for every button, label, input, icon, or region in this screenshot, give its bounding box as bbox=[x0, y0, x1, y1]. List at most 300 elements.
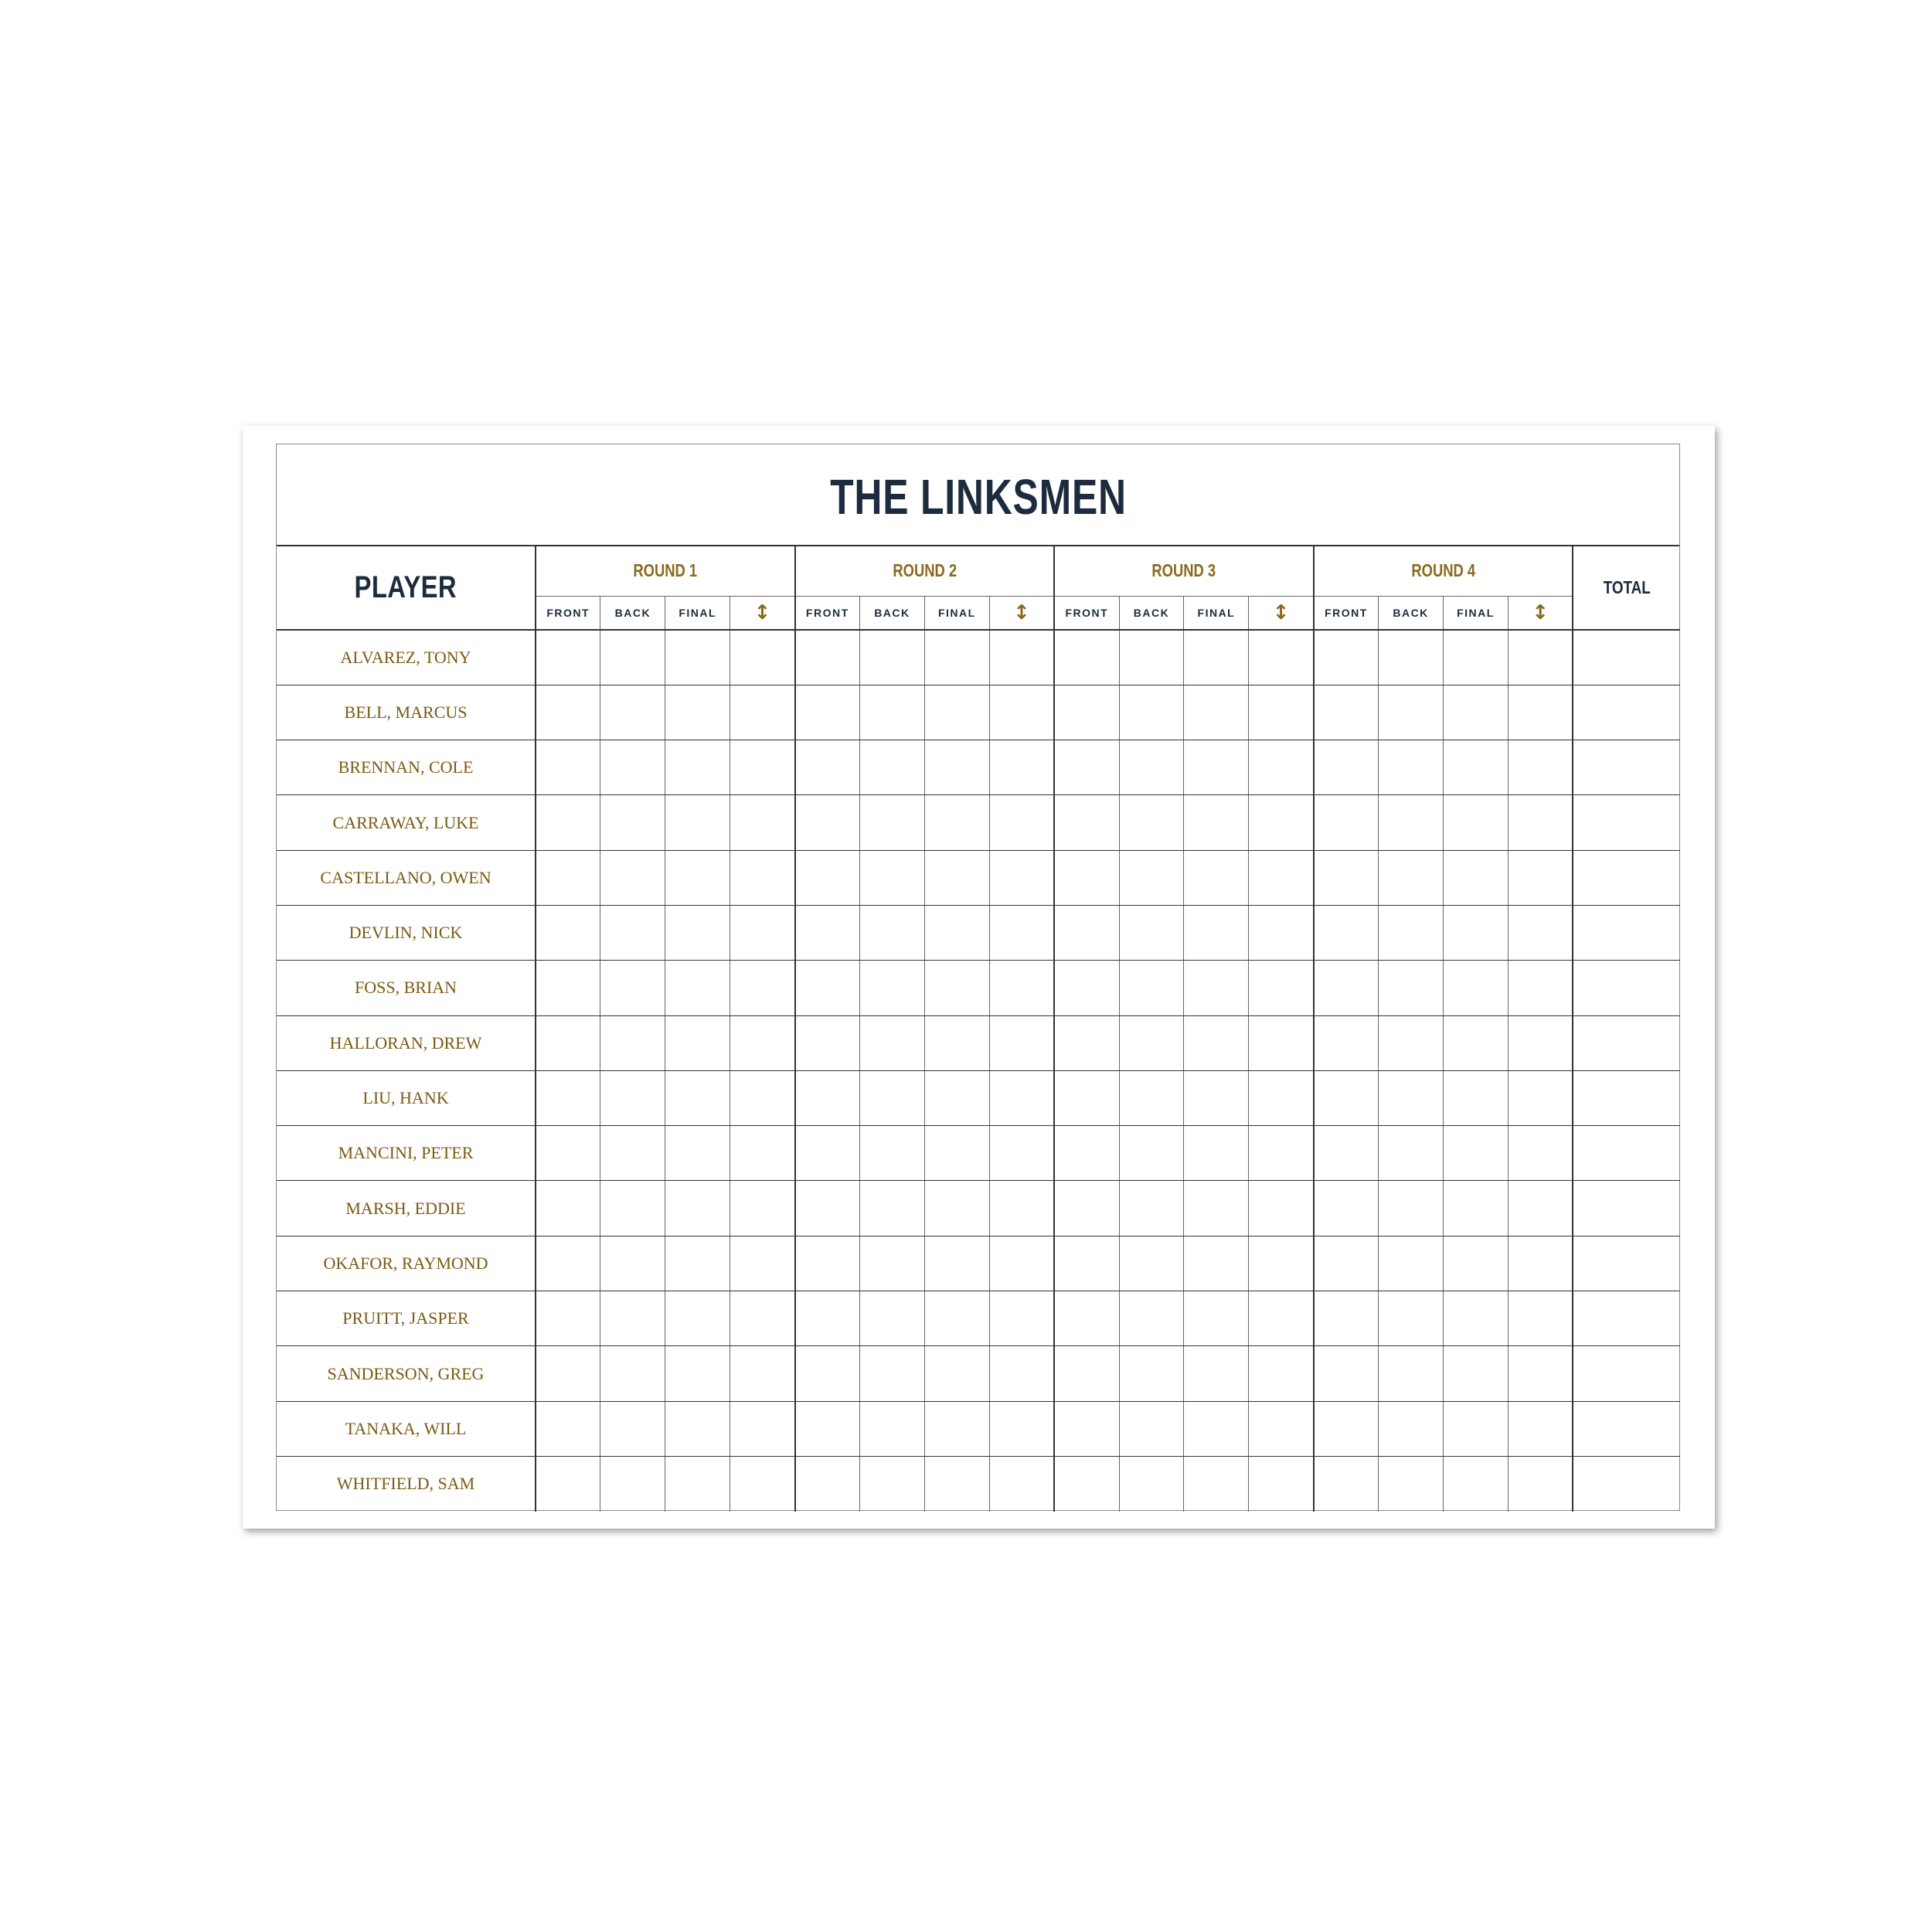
score-cell[interactable] bbox=[1379, 1126, 1444, 1181]
score-cell[interactable] bbox=[665, 1236, 730, 1291]
table-row bbox=[277, 630, 1680, 685]
score-cell[interactable] bbox=[536, 1291, 600, 1346]
score-cell[interactable] bbox=[536, 1236, 600, 1291]
score-cell[interactable] bbox=[730, 961, 795, 1015]
score-cell[interactable] bbox=[924, 1456, 989, 1511]
total-cell[interactable] bbox=[1573, 1181, 1680, 1236]
total-cell[interactable] bbox=[1573, 1015, 1680, 1070]
page-title: THE LINKSMEN bbox=[829, 469, 1127, 525]
score-cell[interactable] bbox=[1444, 1291, 1509, 1346]
score-cell[interactable] bbox=[859, 1236, 924, 1291]
score-cell[interactable] bbox=[795, 1015, 860, 1070]
score-cell[interactable] bbox=[1119, 1015, 1184, 1070]
round-3-front-header: FRONT bbox=[1054, 596, 1119, 630]
score-cell[interactable] bbox=[924, 1181, 989, 1236]
score-cell[interactable] bbox=[1054, 1126, 1119, 1181]
score-cell[interactable] bbox=[1249, 1401, 1314, 1456]
score-cell[interactable] bbox=[859, 630, 924, 685]
score-cell[interactable] bbox=[795, 1181, 860, 1236]
score-cell[interactable] bbox=[1508, 1015, 1573, 1070]
score-cell[interactable] bbox=[600, 1456, 665, 1511]
score-cell[interactable] bbox=[536, 795, 600, 850]
score-cell[interactable] bbox=[1379, 1346, 1444, 1401]
score-cell[interactable] bbox=[1444, 795, 1509, 850]
score-cell[interactable] bbox=[1249, 1126, 1314, 1181]
score-cell[interactable] bbox=[665, 1291, 730, 1346]
round-1-header: ROUND 1 bbox=[536, 546, 795, 596]
score-cell[interactable] bbox=[536, 1346, 600, 1401]
table-row bbox=[277, 1456, 1680, 1511]
score-cell[interactable] bbox=[1508, 795, 1573, 850]
score-cell[interactable] bbox=[1249, 685, 1314, 740]
score-cell[interactable] bbox=[1314, 1126, 1379, 1181]
score-cell[interactable] bbox=[1508, 1456, 1573, 1511]
score-cell[interactable] bbox=[1379, 1070, 1444, 1125]
score-cell[interactable] bbox=[1444, 740, 1509, 795]
score-cell[interactable] bbox=[1184, 961, 1249, 1015]
total-cell[interactable] bbox=[1573, 1346, 1680, 1401]
score-cell[interactable] bbox=[1184, 850, 1249, 905]
score-cell[interactable] bbox=[536, 630, 600, 685]
score-cell[interactable] bbox=[1314, 795, 1379, 850]
score-cell[interactable] bbox=[1249, 850, 1314, 905]
score-cell[interactable] bbox=[730, 1401, 795, 1456]
table-row bbox=[277, 740, 1680, 795]
score-cell[interactable] bbox=[1444, 905, 1509, 960]
score-cell[interactable] bbox=[1184, 795, 1249, 850]
score-cell[interactable] bbox=[665, 685, 730, 740]
score-cell[interactable] bbox=[536, 1181, 600, 1236]
score-cell[interactable] bbox=[1314, 685, 1379, 740]
score-cell[interactable] bbox=[1054, 795, 1119, 850]
score-cell[interactable] bbox=[989, 850, 1054, 905]
score-cell[interactable] bbox=[795, 795, 860, 850]
score-cell[interactable] bbox=[1054, 1401, 1119, 1456]
score-cell[interactable] bbox=[730, 1015, 795, 1070]
score-cell[interactable] bbox=[1249, 740, 1314, 795]
score-cell[interactable] bbox=[1314, 740, 1379, 795]
score-cell[interactable] bbox=[1314, 1346, 1379, 1401]
score-cell[interactable] bbox=[1314, 905, 1379, 960]
score-cell[interactable] bbox=[1054, 1070, 1119, 1125]
score-cell[interactable] bbox=[665, 1401, 730, 1456]
score-cell[interactable] bbox=[1054, 1015, 1119, 1070]
score-cell[interactable] bbox=[1444, 630, 1509, 685]
score-cell[interactable] bbox=[1508, 685, 1573, 740]
score-cell[interactable] bbox=[600, 1070, 665, 1125]
score-cell[interactable] bbox=[1054, 1181, 1119, 1236]
score-cell[interactable] bbox=[665, 905, 730, 960]
score-cell[interactable] bbox=[1508, 1236, 1573, 1291]
score-cell[interactable] bbox=[859, 740, 924, 795]
score-cell[interactable] bbox=[924, 905, 989, 960]
total-cell[interactable] bbox=[1573, 740, 1680, 795]
score-cell[interactable] bbox=[924, 1070, 989, 1125]
score-cell[interactable] bbox=[1249, 1015, 1314, 1070]
score-cell[interactable] bbox=[1054, 1236, 1119, 1291]
score-cell[interactable] bbox=[859, 1346, 924, 1401]
score-cell[interactable] bbox=[1444, 1181, 1509, 1236]
score-cell[interactable] bbox=[665, 1015, 730, 1070]
score-cell[interactable] bbox=[536, 1070, 600, 1125]
player-name: BRENNAN, COLE bbox=[277, 740, 536, 795]
score-cell[interactable] bbox=[989, 1401, 1054, 1456]
score-cell[interactable] bbox=[1314, 1070, 1379, 1125]
total-cell[interactable] bbox=[1573, 1401, 1680, 1456]
score-cell[interactable] bbox=[1379, 685, 1444, 740]
scoreboard bbox=[276, 444, 1680, 1511]
score-cell[interactable] bbox=[859, 1126, 924, 1181]
score-cell[interactable] bbox=[1314, 1401, 1379, 1456]
score-cell[interactable] bbox=[665, 1126, 730, 1181]
score-cell[interactable] bbox=[1184, 1401, 1249, 1456]
score-cell[interactable] bbox=[989, 630, 1054, 685]
score-cell[interactable] bbox=[1379, 1291, 1444, 1346]
score-cell[interactable] bbox=[859, 1456, 924, 1511]
score-cell[interactable] bbox=[1379, 905, 1444, 960]
score-cell[interactable] bbox=[1119, 905, 1184, 960]
score-cell[interactable] bbox=[1508, 1181, 1573, 1236]
score-cell[interactable] bbox=[795, 961, 860, 1015]
score-cell[interactable] bbox=[730, 1070, 795, 1125]
score-cell[interactable] bbox=[859, 961, 924, 1015]
table-row bbox=[277, 961, 1680, 1015]
score-cell[interactable] bbox=[536, 961, 600, 1015]
score-cell[interactable] bbox=[600, 685, 665, 740]
score-cell[interactable] bbox=[989, 1126, 1054, 1181]
player-name: DEVLIN, NICK bbox=[277, 905, 536, 960]
score-cell[interactable] bbox=[989, 1346, 1054, 1401]
total-cell[interactable] bbox=[1573, 1291, 1680, 1346]
score-cell[interactable] bbox=[795, 685, 860, 740]
score-cell[interactable] bbox=[536, 1401, 600, 1456]
score-cell[interactable] bbox=[730, 685, 795, 740]
score-cell[interactable] bbox=[1054, 1346, 1119, 1401]
score-cell[interactable] bbox=[1314, 1015, 1379, 1070]
score-cell[interactable] bbox=[665, 961, 730, 1015]
score-cell[interactable] bbox=[1184, 1126, 1249, 1181]
player-name: SANDERSON, GREG bbox=[277, 1346, 536, 1401]
score-cell[interactable] bbox=[1444, 1126, 1509, 1181]
score-cell[interactable] bbox=[1379, 1401, 1444, 1456]
score-cell[interactable] bbox=[859, 685, 924, 740]
score-cell[interactable] bbox=[1314, 1181, 1379, 1236]
score-cell[interactable] bbox=[536, 1015, 600, 1070]
score-cell[interactable] bbox=[795, 1236, 860, 1291]
up-down-arrow-icon: ↕ bbox=[1249, 596, 1314, 630]
score-cell[interactable] bbox=[1508, 740, 1573, 795]
score-cell[interactable] bbox=[1184, 1015, 1249, 1070]
score-cell[interactable] bbox=[1249, 1291, 1314, 1346]
score-cell[interactable] bbox=[1379, 795, 1444, 850]
score-cell[interactable] bbox=[1444, 1401, 1509, 1456]
score-cell[interactable] bbox=[989, 905, 1054, 960]
score-cell[interactable] bbox=[1184, 1070, 1249, 1125]
score-cell[interactable] bbox=[1249, 905, 1314, 960]
score-cell[interactable] bbox=[924, 1126, 989, 1181]
score-cell[interactable] bbox=[989, 1181, 1054, 1236]
score-cell[interactable] bbox=[665, 850, 730, 905]
score-cell[interactable] bbox=[1249, 1456, 1314, 1511]
score-cell[interactable] bbox=[795, 1126, 860, 1181]
score-cell[interactable] bbox=[1249, 961, 1314, 1015]
total-cell[interactable] bbox=[1573, 685, 1680, 740]
score-cell[interactable] bbox=[989, 1015, 1054, 1070]
score-cell[interactable] bbox=[1184, 1291, 1249, 1346]
score-cell[interactable] bbox=[1314, 1291, 1379, 1346]
score-cell[interactable] bbox=[1054, 1291, 1119, 1346]
score-cell[interactable] bbox=[1184, 905, 1249, 960]
score-cell[interactable] bbox=[1379, 961, 1444, 1015]
score-cell[interactable] bbox=[1444, 1236, 1509, 1291]
score-cell[interactable] bbox=[1184, 1236, 1249, 1291]
score-cell[interactable] bbox=[859, 795, 924, 850]
score-cell[interactable] bbox=[795, 1070, 860, 1125]
score-cell[interactable] bbox=[924, 685, 989, 740]
player-name: OKAFOR, RAYMOND bbox=[277, 1236, 536, 1291]
score-cell[interactable] bbox=[665, 1346, 730, 1401]
score-cell[interactable] bbox=[859, 850, 924, 905]
score-cell[interactable] bbox=[665, 1456, 730, 1511]
total-cell[interactable] bbox=[1573, 905, 1680, 960]
round-1-back-header: BACK bbox=[600, 596, 665, 630]
score-cell[interactable] bbox=[1119, 850, 1184, 905]
score-cell[interactable] bbox=[600, 850, 665, 905]
up-down-arrow-icon: ↕ bbox=[1508, 596, 1573, 630]
score-cell[interactable] bbox=[665, 1070, 730, 1125]
score-cell[interactable] bbox=[1184, 1456, 1249, 1511]
score-cell[interactable] bbox=[1184, 1346, 1249, 1401]
score-cell[interactable] bbox=[1444, 685, 1509, 740]
score-cell[interactable] bbox=[989, 740, 1054, 795]
score-cell[interactable] bbox=[1054, 1456, 1119, 1511]
score-cell[interactable] bbox=[600, 1181, 665, 1236]
score-cell[interactable] bbox=[600, 961, 665, 1015]
score-cell[interactable] bbox=[1249, 1236, 1314, 1291]
score-cell[interactable] bbox=[859, 1181, 924, 1236]
round-3-header: ROUND 3 bbox=[1054, 546, 1314, 596]
score-cell[interactable] bbox=[859, 1401, 924, 1456]
score-cell[interactable] bbox=[1054, 685, 1119, 740]
round-2-back-header: BACK bbox=[859, 596, 924, 630]
score-cell[interactable] bbox=[795, 905, 860, 960]
score-cell[interactable] bbox=[600, 1291, 665, 1346]
score-cell[interactable] bbox=[1249, 1181, 1314, 1236]
score-cell[interactable] bbox=[536, 685, 600, 740]
score-cell[interactable] bbox=[1184, 1181, 1249, 1236]
score-cell[interactable] bbox=[795, 630, 860, 685]
score-cell[interactable] bbox=[924, 630, 989, 685]
player-rows bbox=[277, 630, 1680, 1512]
score-cell[interactable] bbox=[730, 850, 795, 905]
score-cell[interactable] bbox=[730, 1291, 795, 1346]
score-cell[interactable] bbox=[1444, 1070, 1509, 1125]
score-cell[interactable] bbox=[600, 630, 665, 685]
round-4-header: ROUND 4 bbox=[1314, 546, 1573, 596]
score-cell[interactable] bbox=[1314, 630, 1379, 685]
score-cell[interactable] bbox=[600, 795, 665, 850]
score-cell[interactable] bbox=[1119, 685, 1184, 740]
score-cell[interactable] bbox=[924, 850, 989, 905]
score-cell[interactable] bbox=[1119, 1401, 1184, 1456]
score-cell[interactable] bbox=[1119, 961, 1184, 1015]
score-cell[interactable] bbox=[859, 905, 924, 960]
score-cell[interactable] bbox=[665, 795, 730, 850]
score-cell[interactable] bbox=[859, 1015, 924, 1070]
player-name: LIU, HANK bbox=[277, 1070, 536, 1125]
score-cell[interactable] bbox=[989, 795, 1054, 850]
score-cell[interactable] bbox=[600, 1236, 665, 1291]
score-cell[interactable] bbox=[1379, 1236, 1444, 1291]
round-2-header: ROUND 2 bbox=[795, 546, 1055, 596]
score-cell[interactable] bbox=[1508, 1070, 1573, 1125]
total-cell[interactable] bbox=[1573, 1126, 1680, 1181]
score-cell[interactable] bbox=[924, 795, 989, 850]
score-cell[interactable] bbox=[536, 850, 600, 905]
score-cell[interactable] bbox=[924, 1401, 989, 1456]
score-cell[interactable] bbox=[1119, 740, 1184, 795]
score-cell[interactable] bbox=[1119, 1346, 1184, 1401]
score-cell[interactable] bbox=[1444, 1015, 1509, 1070]
score-cell[interactable] bbox=[1184, 630, 1249, 685]
score-cell[interactable] bbox=[1444, 1456, 1509, 1511]
score-cell[interactable] bbox=[1314, 1456, 1379, 1511]
score-cell[interactable] bbox=[600, 1126, 665, 1181]
score-cell[interactable] bbox=[730, 1456, 795, 1511]
score-cell[interactable] bbox=[924, 1015, 989, 1070]
score-cell[interactable] bbox=[600, 1346, 665, 1401]
score-cell[interactable] bbox=[1379, 740, 1444, 795]
score-cell[interactable] bbox=[1054, 850, 1119, 905]
score-cell[interactable] bbox=[1379, 850, 1444, 905]
score-cell[interactable] bbox=[1249, 630, 1314, 685]
score-cell[interactable] bbox=[1249, 1070, 1314, 1125]
score-cell[interactable] bbox=[665, 630, 730, 685]
score-cell[interactable] bbox=[924, 961, 989, 1015]
score-cell[interactable] bbox=[989, 1236, 1054, 1291]
score-cell[interactable] bbox=[859, 1070, 924, 1125]
score-cell[interactable] bbox=[536, 1456, 600, 1511]
total-cell[interactable] bbox=[1573, 1070, 1680, 1125]
table-row bbox=[277, 1181, 1680, 1236]
score-cell[interactable] bbox=[1119, 1126, 1184, 1181]
score-cell[interactable] bbox=[730, 1126, 795, 1181]
score-cell[interactable] bbox=[859, 1291, 924, 1346]
score-cell[interactable] bbox=[1249, 1346, 1314, 1401]
score-cell[interactable] bbox=[600, 905, 665, 960]
score-cell[interactable] bbox=[1508, 850, 1573, 905]
score-cell[interactable] bbox=[536, 905, 600, 960]
score-cell[interactable] bbox=[1119, 630, 1184, 685]
score-cell[interactable] bbox=[730, 630, 795, 685]
player-name: MARSH, EDDIE bbox=[277, 1181, 536, 1236]
up-down-arrow-icon: ↕ bbox=[989, 596, 1054, 630]
score-cell[interactable] bbox=[1508, 1346, 1573, 1401]
score-cell[interactable] bbox=[1444, 961, 1509, 1015]
score-cell[interactable] bbox=[730, 795, 795, 850]
score-cell[interactable] bbox=[1444, 1346, 1509, 1401]
total-cell[interactable] bbox=[1573, 1456, 1680, 1511]
score-cell[interactable] bbox=[795, 1291, 860, 1346]
score-cell[interactable] bbox=[536, 1126, 600, 1181]
score-cell[interactable] bbox=[924, 1291, 989, 1346]
score-cell[interactable] bbox=[1119, 1456, 1184, 1511]
score-cell[interactable] bbox=[795, 740, 860, 795]
score-cell[interactable] bbox=[989, 961, 1054, 1015]
score-cell[interactable] bbox=[795, 1456, 860, 1511]
total-cell[interactable] bbox=[1573, 1236, 1680, 1291]
total-cell[interactable] bbox=[1573, 961, 1680, 1015]
score-cell[interactable] bbox=[989, 1291, 1054, 1346]
score-cell[interactable] bbox=[989, 685, 1054, 740]
score-cell[interactable] bbox=[1054, 630, 1119, 685]
score-cell[interactable] bbox=[1508, 905, 1573, 960]
score-cell[interactable] bbox=[730, 1346, 795, 1401]
score-cell[interactable] bbox=[1184, 685, 1249, 740]
score-cell[interactable] bbox=[665, 1181, 730, 1236]
score-cell[interactable] bbox=[536, 740, 600, 795]
score-cell[interactable] bbox=[1508, 1126, 1573, 1181]
score-cell[interactable] bbox=[924, 1346, 989, 1401]
score-cell[interactable] bbox=[1119, 1181, 1184, 1236]
score-cell[interactable] bbox=[730, 1181, 795, 1236]
score-cell[interactable] bbox=[1119, 1236, 1184, 1291]
player-name: TANAKA, WILL bbox=[277, 1401, 536, 1456]
score-cell[interactable] bbox=[1314, 961, 1379, 1015]
score-cell[interactable] bbox=[600, 1401, 665, 1456]
score-cell[interactable] bbox=[1379, 630, 1444, 685]
score-cell[interactable] bbox=[1508, 1291, 1573, 1346]
score-cell[interactable] bbox=[1249, 795, 1314, 850]
score-cell[interactable] bbox=[665, 740, 730, 795]
player-column-header: PLAYER bbox=[277, 546, 536, 630]
score-cell[interactable] bbox=[1119, 1291, 1184, 1346]
score-cell[interactable] bbox=[1314, 1236, 1379, 1291]
score-cell[interactable] bbox=[730, 740, 795, 795]
score-cell[interactable] bbox=[989, 1070, 1054, 1125]
score-cell[interactable] bbox=[1184, 740, 1249, 795]
score-cell[interactable] bbox=[924, 1236, 989, 1291]
round-3-back-header: BACK bbox=[1119, 596, 1184, 630]
score-cell[interactable] bbox=[730, 905, 795, 960]
score-cell[interactable] bbox=[1119, 1070, 1184, 1125]
score-cell[interactable] bbox=[795, 1401, 860, 1456]
score-cell[interactable] bbox=[1379, 1181, 1444, 1236]
score-cell[interactable] bbox=[1508, 630, 1573, 685]
score-cell[interactable] bbox=[1314, 850, 1379, 905]
score-cell[interactable] bbox=[1119, 795, 1184, 850]
score-cell[interactable] bbox=[730, 1236, 795, 1291]
score-cell[interactable] bbox=[600, 1015, 665, 1070]
score-cell[interactable] bbox=[795, 850, 860, 905]
score-cell[interactable] bbox=[1054, 740, 1119, 795]
score-cell[interactable] bbox=[1444, 850, 1509, 905]
score-cell[interactable] bbox=[1054, 905, 1119, 960]
score-cell[interactable] bbox=[795, 1346, 860, 1401]
score-cell[interactable] bbox=[989, 1456, 1054, 1511]
score-cell[interactable] bbox=[600, 740, 665, 795]
total-cell[interactable] bbox=[1573, 795, 1680, 850]
total-cell[interactable] bbox=[1573, 850, 1680, 905]
score-cell[interactable] bbox=[1508, 1401, 1573, 1456]
score-cell[interactable] bbox=[1379, 1015, 1444, 1070]
score-cell[interactable] bbox=[1379, 1456, 1444, 1511]
table-row bbox=[277, 1401, 1680, 1456]
score-cell[interactable] bbox=[1054, 961, 1119, 1015]
score-cell[interactable] bbox=[1508, 961, 1573, 1015]
total-cell[interactable] bbox=[1573, 630, 1680, 685]
score-cell[interactable] bbox=[924, 740, 989, 795]
